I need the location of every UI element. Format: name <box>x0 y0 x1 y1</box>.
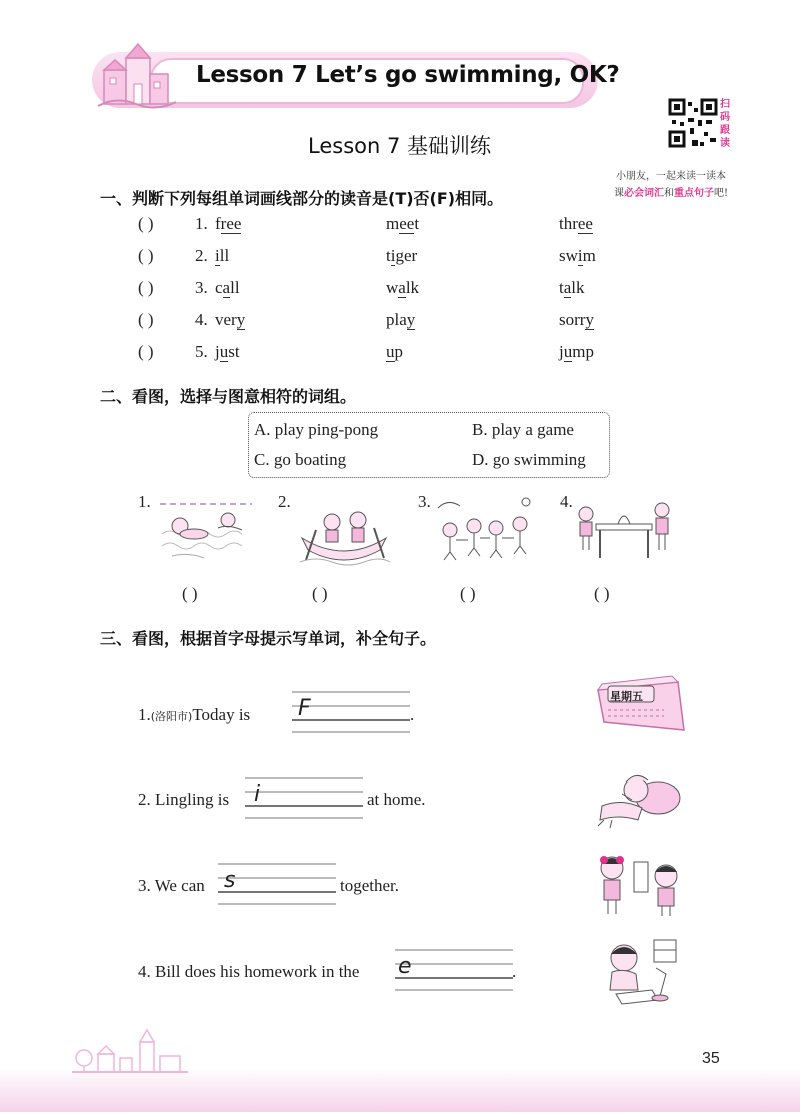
word-2a: ill <box>215 246 230 265</box>
note-post: 吧! <box>713 188 729 199</box>
qr-label: 扫码跟读 <box>720 99 730 149</box>
picture-answer-1[interactable]: ( ) <box>182 584 198 603</box>
note-highlight-sentences: 重点句子 <box>673 188 714 199</box>
word-1b: meet <box>386 214 420 233</box>
fill-before-2: Lingling is <box>155 790 230 809</box>
word-3b: walk <box>386 278 420 297</box>
note-line-2 <box>568 185 774 202</box>
option-a: A. play ping-pong <box>254 420 379 439</box>
word-2b: tiger <box>386 246 418 265</box>
fill-number-1: 1. <box>138 705 151 724</box>
fill-number-4: 4. <box>138 962 151 981</box>
two-children-picture <box>592 852 688 918</box>
ping-pong-picture <box>574 494 674 572</box>
option-d: D. go swimming <box>472 450 586 469</box>
fill-before-1: Today is <box>192 705 251 724</box>
fill-item-1 <box>138 705 250 725</box>
row-number-3: 3. <box>195 278 208 297</box>
qr-code-icon[interactable] <box>668 98 718 148</box>
word-1a: free <box>215 214 242 233</box>
hint-letter-4: e <box>398 954 412 979</box>
hint-letter-1: F <box>298 696 311 721</box>
picture-number-3: 3. <box>418 492 431 511</box>
answer-blank-1[interactable]: ( ) <box>138 214 154 233</box>
footer-band <box>0 1068 800 1112</box>
footer-town-icon <box>70 1026 190 1074</box>
writing-lines-3[interactable] <box>218 862 336 906</box>
fill-tag-1: (洛阳市) <box>150 710 193 723</box>
picture-answer-2[interactable]: ( ) <box>312 584 328 603</box>
answer-blank-5[interactable]: ( ) <box>138 342 154 361</box>
homework-picture <box>596 934 686 1010</box>
note-line-1: 小朋友，一起来读一读本 <box>616 171 726 182</box>
row-number-2: 2. <box>195 246 208 265</box>
picture-number-4: 4. <box>560 492 573 511</box>
note-pre: 课 <box>613 188 624 199</box>
hint-letter-2: i <box>254 782 261 807</box>
fill-before-3: We can <box>154 876 205 895</box>
answer-blank-3[interactable]: ( ) <box>138 278 154 297</box>
swimming-picture <box>158 494 254 572</box>
sick-girl-picture <box>592 764 684 830</box>
fill-after-2: at home. <box>367 790 426 809</box>
answer-blank-2[interactable]: ( ) <box>138 246 154 265</box>
word-5a: just <box>215 342 240 361</box>
word-1c: three <box>559 214 593 233</box>
boating-picture <box>296 494 392 572</box>
picture-answer-4[interactable]: ( ) <box>594 584 610 603</box>
fill-item-3 <box>138 876 205 896</box>
calendar-text: 星期五 <box>610 690 643 703</box>
fill-item-4 <box>138 962 359 982</box>
castle-icon <box>96 40 178 112</box>
option-c: C. go boating <box>254 450 347 469</box>
picture-answer-3[interactable]: ( ) <box>460 584 476 603</box>
page-number: 35 <box>702 1050 720 1067</box>
fill-before-4: Bill does his homework in the <box>155 962 360 981</box>
fill-number-3: 3. <box>138 876 151 895</box>
word-3a: call <box>215 278 240 297</box>
row-number-5: 5. <box>195 342 208 361</box>
fill-after-3: together. <box>340 876 400 895</box>
word-3c: talk <box>559 278 585 297</box>
word-2c: swim <box>559 246 596 265</box>
word-4a: very <box>215 310 246 329</box>
note-mid: 和 <box>663 188 674 199</box>
note-highlight-words: 必会词汇 <box>623 188 664 199</box>
lesson-title: Lesson 7 Let’s go swimming, OK? <box>196 62 620 88</box>
word-4b: play <box>386 310 416 329</box>
fill-item-2 <box>138 790 229 810</box>
section2-title: 二、看图，选择与图意相符的词组。 <box>100 387 357 406</box>
answer-blank-4[interactable]: ( ) <box>138 310 154 329</box>
picture-number-2: 2. <box>278 492 291 511</box>
page-subtitle: Lesson 7 基础训练 <box>308 134 492 158</box>
row-number-4: 4. <box>195 310 208 329</box>
word-5b: up <box>386 342 403 361</box>
reading-note <box>568 168 774 202</box>
fill-after-4: . <box>512 962 517 981</box>
game-picture <box>436 494 540 572</box>
picture-number-1: 1. <box>138 492 151 511</box>
row-number-1: 1. <box>195 214 208 233</box>
hint-letter-3: s <box>224 868 236 893</box>
writing-lines-4[interactable] <box>395 948 513 992</box>
word-4c: sorry <box>559 310 594 329</box>
fill-after-1: . <box>410 705 415 724</box>
word-5c: jump <box>559 342 594 361</box>
fill-number-2: 2. <box>138 790 151 809</box>
section1-title: 一、判断下列每组单词画线部分的读音是(T)否(F)相同。 <box>100 189 504 208</box>
option-b: B. play a game <box>472 420 574 439</box>
writing-lines-2[interactable] <box>245 776 363 820</box>
section3-title: 三、看图，根据首字母提示写单词，补全句子。 <box>100 629 437 648</box>
